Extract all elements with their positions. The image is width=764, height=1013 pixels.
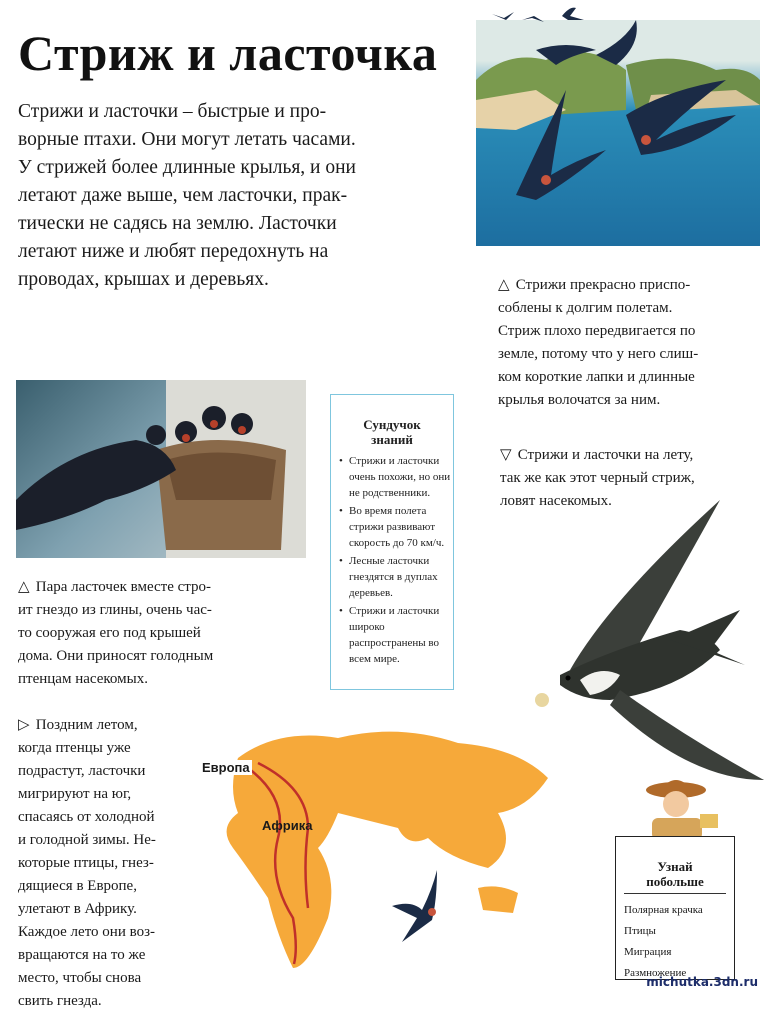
swallows-over-sea-photo [476, 20, 760, 246]
swallow-illustration [392, 870, 452, 950]
migration-map [198, 718, 558, 984]
triangle-down-icon: ▽ [500, 447, 512, 463]
swallow-nest-photo [16, 380, 306, 558]
learn-more-link[interactable]: Птицы [624, 925, 656, 937]
knowledge-item: • Стрижи и ласточки очень похожи, но они не родственники. [349, 453, 453, 501]
triangle-up-icon: △ [18, 579, 30, 595]
nest-caption: △ Пара ласточек вместе стро- ит гнездо из глины, очень час- то сооружая его под крышей дома. Они приносят голодным птенцам насекомых. [18, 576, 308, 691]
triangle-up-icon: △ [498, 277, 510, 293]
learn-more-title: Узнай побольше [624, 859, 726, 894]
map-label-africa: Африка [262, 818, 313, 833]
learn-more-box [615, 836, 735, 980]
intro-line: У стрижей более длинные крылья, и они [18, 157, 356, 178]
knowledge-item: • Лесные ласточки гнездятся в дуплах деревьев. [349, 553, 453, 601]
intro-paragraph [18, 98, 458, 294]
map-label-europe: Европа [202, 760, 250, 775]
triangle-right-icon: ▷ [18, 717, 30, 733]
learn-more-link[interactable]: Миграция [624, 946, 672, 958]
swifts-adapted-caption: △ Стрижи прекрасно приспо- соблены к долгим полетам. Стриж плохо передвигается по земле, потому что у него слиш- ком короткие лапки и длинные крылья волочатся за ним. [498, 274, 748, 412]
intro-line: ворные птахи. Они могут летать часами. [18, 129, 356, 150]
learn-more-link[interactable]: Размножение [624, 967, 687, 979]
learn-more-link[interactable]: Полярная крачка [624, 904, 703, 916]
intro-line: проводах, крышах и деревьях. [18, 269, 269, 290]
page-title: Стриж и ласточка [18, 25, 438, 81]
flying-birds-icon [492, 6, 592, 26]
explorer-character-icon [640, 774, 720, 840]
intro-line: Стрижи и ласточки – быстрые и про- [18, 101, 327, 122]
migration-caption: ▷ Поздним летом, когда птенцы уже подрастут, ласточки мигрируют на юг, спасаясь от холодной и голодной зимы. Не- которые птицы, гнез- дящиеся в Европе, улетают в Африку. Каждое лето они воз- вращаются на то же место, чтобы снова свить гнезда. [18, 714, 198, 1013]
knowledge-box-title: Сундучок знаний [363, 417, 421, 447]
site-credit: michutka.3dn.ru [646, 975, 758, 989]
intro-line: летают даже выше, чем ласточки, прак- [18, 185, 348, 206]
knowledge-item: • Стрижи и ласточки широко распространены во всем мире. [349, 603, 453, 667]
catch-insects-caption: ▽ Стрижи и ласточки на лету, так же как этот черный стриж, ловят насекомых. [500, 444, 750, 513]
knowledge-box [330, 394, 454, 690]
intro-line: тически не садясь на землю. Ласточки [18, 213, 337, 234]
intro-line: летают ниже и любят передохнуть на [18, 241, 329, 262]
knowledge-list [331, 453, 453, 667]
knowledge-item: • Во время полета стрижи развивают скорость до 70 км/ч. [349, 503, 453, 551]
